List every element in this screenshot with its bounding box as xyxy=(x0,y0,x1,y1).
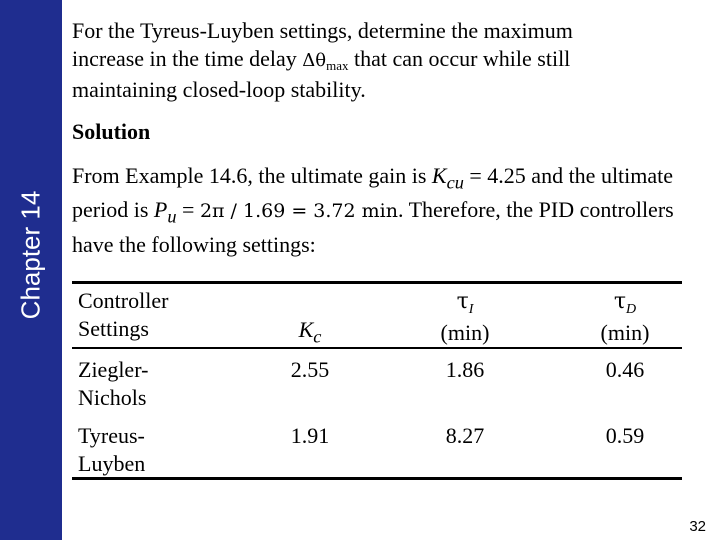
question-text xyxy=(72,17,692,104)
question-line-2-post: that can occur while still xyxy=(354,46,571,71)
table-rule-bottom xyxy=(72,477,682,480)
question-line-2-pre: increase in the time delay xyxy=(72,46,297,71)
header-controller-settings xyxy=(78,287,248,343)
table-rule-header xyxy=(72,347,682,349)
delta-theta-symbol: Δθ xyxy=(302,50,327,71)
header-tau-i-subscript: I xyxy=(468,302,474,317)
pu-expression: 2π / 1.69 = 3.72 min xyxy=(199,200,398,223)
table-row-name xyxy=(78,422,248,478)
kcu-symbol: K xyxy=(431,163,447,188)
table-rule-top xyxy=(72,281,682,284)
chapter-sidebar xyxy=(0,0,62,540)
header-tau-d-subscript: D xyxy=(626,302,637,317)
row-0-name-line2: Nichols xyxy=(78,385,147,410)
solution-text-eq: = xyxy=(176,197,200,223)
header-col1-line1: Controller xyxy=(78,288,169,313)
header-tau-i xyxy=(405,287,525,347)
header-tau-i-symbol: τ xyxy=(456,289,469,314)
row-1-tau-d: 0.59 xyxy=(605,423,645,448)
solution-paragraph xyxy=(72,162,692,259)
row-1-kc: 1.91 xyxy=(290,423,330,448)
solution-text-mid: = 4.25 and the ultimate period is xyxy=(72,163,674,223)
row-0-tau-i: 1.86 xyxy=(445,357,485,382)
row-1-name-line2: Luyben xyxy=(78,451,146,476)
header-tau-d-unit: (min) xyxy=(600,320,650,345)
question-line-3: maintaining closed-loop stability. xyxy=(72,77,366,102)
row-0-name-line1: Ziegler- xyxy=(78,357,149,382)
header-tau-d-symbol: τ xyxy=(613,289,627,314)
kcu-subscript: cu xyxy=(446,172,464,193)
row-1-tau-i: 8.27 xyxy=(445,423,485,448)
row-0-tau-d: 0.46 xyxy=(605,357,645,382)
solution-heading: Solution xyxy=(72,119,151,144)
chapter-label: Chapter 14 xyxy=(15,190,46,320)
header-kc-symbol: K xyxy=(298,317,314,342)
header-tau-d xyxy=(565,287,685,347)
header-tau-i-unit: (min) xyxy=(440,320,490,345)
solution-text-post: . Therefore, the PID controllers have the following settings: xyxy=(72,197,674,257)
table-row-name xyxy=(78,356,248,412)
pu-symbol: P xyxy=(153,197,168,223)
delta-theta-subscript: max xyxy=(326,58,349,73)
header-kc xyxy=(260,316,360,350)
header-kc-subscript: c xyxy=(313,326,322,347)
row-0-kc: 2.55 xyxy=(290,357,330,382)
page-number: 32 xyxy=(689,518,706,535)
header-col1-line2: Settings xyxy=(78,316,149,341)
pu-subscript: u xyxy=(167,206,177,227)
row-1-name-line1: Tyreus- xyxy=(78,423,145,448)
question-line-1: For the Tyreus-Luyben settings, determine the maximum xyxy=(72,18,573,43)
solution-text-pre: From Example 14.6, the ultimate gain is xyxy=(72,163,432,188)
